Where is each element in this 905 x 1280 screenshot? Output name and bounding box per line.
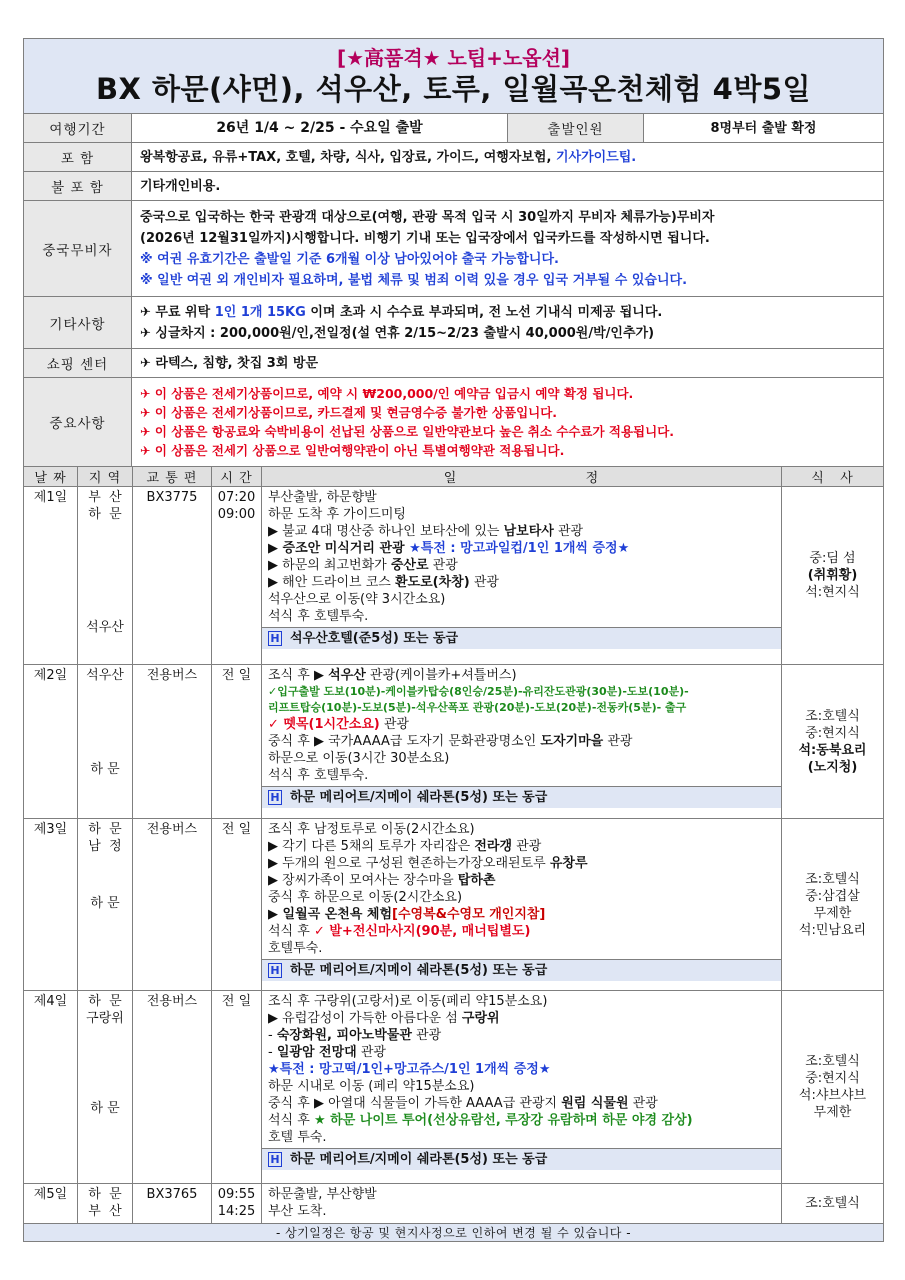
include-tip: 기사가이드팁.: [555, 149, 637, 165]
day-meals: 중:딤 섬 (취휘황) 석:현지식: [782, 487, 884, 665]
day-schedule: 하문출발, 부산향발 부산 도착.: [262, 1184, 782, 1224]
pax-label: 출발인원: [508, 114, 644, 143]
day-region: 부 산 하 문 석우산: [78, 487, 133, 665]
transport-mode: 전용버스: [133, 991, 212, 1184]
day-region: 석우산 하 문: [78, 665, 133, 819]
special-offer: ★특전 : 망고떡/1인+망고쥬스/1인 1개씩 증정★: [268, 1062, 551, 1077]
special-offer: ★특전 : 망고과일컵/1인 1개씩 증정★: [409, 541, 630, 556]
notice-item: ✈ 이 상품은 전세기상품이므로, 카드결제 및 현금영수증 불가한 상품입니다.: [140, 405, 558, 420]
hotel-icon: H: [268, 963, 282, 978]
day-schedule: 조식 후 ▶ 석우산 관광(케이블카+셔틀버스) ✓입구출발 도보(10분)-케이블카탑승(8인승/25분)-유리잔도관광(30분)-도보(10분)- 리프트탑승(10분)-도보(5분)-석우산폭포 관광(20분)-도보(20분)-전동카(5분)- 출구 ✓ 뗏목(1시간소요) 관광 중식 후 ▶ 국가AAAA급 도자기 문화관광명소인 도자기마을 관광 하문으로 이동(3시간 30분소요) 석식 후 호텔투숙. H 하문 메리어트/지메이 쉐라톤(5성) 또는 동급: [262, 665, 782, 819]
day-schedule: 부산출발, 하문향발 하문 도착 후 가이드미팅 ▶ 불교 4대 명산중 하나인 보타산에 있는 남보타사 관광 ▶ 증조안 미식거리 관광 ★특전 : 망고과일컵/1인 1개씩 증정★ ▶ 하문의 최고번화가 중산로 관광 ▶ 해안 드라이브 코스 환도로(차창) 관광 석우산으로 이동(약 3시간소요) 석식 후 호텔투숙. H 석우산호텔(준5성) 또는 동급: [262, 487, 782, 665]
notice-item: ✈ 이 상품은 항공료와 숙박비용이 선납된 상품으로 일반약관보다 높은 취소 수수료가 적용됩니다.: [140, 424, 675, 439]
hotel-line: H 하문 메리어트/지메이 쉐라톤(5성) 또는 동급: [262, 959, 781, 981]
transport-mode: 전용버스: [133, 819, 212, 991]
hotel-icon: H: [268, 1152, 282, 1167]
etc-value: [132, 297, 884, 349]
include-label: 포 함: [24, 143, 132, 172]
notice-item: ✈ 이 상품은 전세기 상품으로 일반여행약관이 아닌 특별여행약관 적용됩니다.: [140, 443, 565, 458]
flight-number: BX3775: [133, 487, 212, 665]
day-schedule: 조식 후 남정토루로 이동(2시간소요) ▶ 각기 다른 5채의 토루가 자리잡은 전라갱 관광 ▶ 두개의 원으로 구성된 현존하는가장오래된토루 유창루 ▶ 장씨가족이 모여사는 장수마을 탑하촌 중식 후 하문으로 이동(2시간소요) ▶ 일월곡 온천욕 체험[수영복&수영모 개인지참] 석식 후 ✓ 발+전신마사지(90분, 매너팁별도) 호텔투숙. H 하문 메리어트/지메이 쉐라톤(5성) 또는 동급: [262, 819, 782, 991]
hotel-line: H 석우산호텔(준5성) 또는 동급: [262, 627, 781, 649]
itinerary-header-row: [24, 467, 884, 487]
col-meals: 식 사: [782, 467, 884, 487]
col-time: 시 간: [212, 467, 262, 487]
include-value: [132, 143, 884, 172]
period-value: 26년 1/4 ~ 2/25 - 수요일 출발: [132, 114, 508, 143]
visa-value: [132, 201, 884, 297]
footer-note: - 상기일정은 항공 및 현지사정으로 인하여 변경 될 수 있습니다 -: [24, 1224, 884, 1242]
day-row: [24, 819, 884, 991]
hotel-icon: H: [268, 790, 282, 805]
itinerary-document: [23, 38, 883, 1242]
col-transport: 교 통 편: [133, 467, 212, 487]
day-region: 하 문 남 정 하 문: [78, 819, 133, 991]
day-row: [24, 487, 884, 665]
shop-label: 쇼핑 센터: [24, 349, 132, 378]
include-text: 왕복항공료, 유류+TAX, 호텔, 차량, 식사, 입장료, 가이드, 여행자보험,: [140, 149, 552, 165]
notice-item: ✈ 이 상품은 전세기상품이므로, 예약 시 ₩200,000/인 예약금 입금시 예약 확정 됩니다.: [140, 386, 634, 401]
day-time: 전 일: [212, 665, 262, 819]
visa-label: 중국무비자: [24, 201, 132, 297]
day-row: [24, 665, 884, 819]
day-label: 제1일: [24, 487, 78, 665]
col-schedule: 일 정: [262, 467, 782, 487]
visa-warning: ※ 여권 유효기간은 출발일 기준 6개월 이상 남아있어야 출국 가능합니다.: [140, 251, 559, 267]
itinerary-table: [23, 466, 884, 1242]
visa-line: 중국으로 입국하는 한국 관광객 대상으로(여행, 관광 목적 입국 시 30일까지 무비자 체류가능)무비자: [140, 209, 715, 225]
day-label: 제3일: [24, 819, 78, 991]
flight-time: 09:55 14:25: [212, 1184, 262, 1224]
day-schedule: 조식 후 구랑위(고랑서)로 이동(페리 약15분소요) ▶ 유럽감성이 가득한 아름다운 섬 구랑위 - 숙장화원, 피아노박물관 관광 - 일광암 전망대 관광 ★특전 : 망고떡/1인+망고쥬스/1인 1개씩 증정★ 하문 시내로 이동 (페리 약15분소요) 중식 후 ▶ 아열대 식물들이 가득한 AAAA급 관광지 원림 식물원 관광 석식 후 ★ 하문 나이트 투어(선상유람선, 루장강 유람하며 하문 야경 감상) 호텔 투숙. H 하문 메리어트/지메이 쉐라톤(5성) 또는 동급: [262, 991, 782, 1184]
day-time: 전 일: [212, 991, 262, 1184]
day-region: 하 문 부 산: [78, 1184, 133, 1224]
exclude-label: 불 포 함: [24, 172, 132, 201]
day-meals: 조:호텔식 중:삼겹살 무제한 석:민남요리: [782, 819, 884, 991]
exclude-value: 기타개인비용.: [132, 172, 884, 201]
hotel-line: H 하문 메리어트/지메이 쉐라톤(5성) 또는 동급: [262, 1148, 781, 1170]
baggage-note: ✈ 무료 위탁 1인 1개 15KG 이며 초과 시 수수료 부과되며, 전 노선 기내식 미제공 됩니다.: [140, 304, 663, 320]
day-meals: 조:호텔식: [782, 1184, 884, 1224]
title-tagline: [★高품격★ 노팁+노옵션]: [336, 46, 571, 70]
shop-value: ✈ 라텍스, 침향, 찻집 3회 방문: [132, 349, 884, 378]
col-date: 날 짜: [24, 467, 78, 487]
period-label: 여행기간: [24, 114, 132, 143]
day-label: 제2일: [24, 665, 78, 819]
day-time: 전 일: [212, 819, 262, 991]
transport-mode: 전용버스: [133, 665, 212, 819]
visa-line: (2026년 12월31일까지)시행합니다. 비행기 기내 또는 입국장에서 입국카드를 작성하시면 됩니다.: [140, 230, 710, 246]
pax-value: 8명부터 출발 확정: [644, 114, 884, 143]
col-region: 지 역: [78, 467, 133, 487]
flight-time: 07:20 09:00: [212, 487, 262, 665]
notice-list: [132, 378, 884, 467]
info-table: [23, 38, 884, 467]
hotel-icon: H: [268, 631, 282, 646]
day-label: 제4일: [24, 991, 78, 1184]
day-row: [24, 991, 884, 1184]
visa-warning: ※ 일반 여권 외 개인비자 필요하며, 불법 체류 및 범죄 이력 있을 경우 입국 거부될 수 있습니다.: [140, 272, 688, 288]
single-charge-note: ✈ 싱글차지 : 200,000원/인,전일정(설 연휴 2/15~2/23 출발시 40,000원/박/인추가): [140, 325, 655, 341]
flight-number: BX3765: [133, 1184, 212, 1224]
day-region: 하 문 구랑위 하 문: [78, 991, 133, 1184]
hotel-line: H 하문 메리어트/지메이 쉐라톤(5성) 또는 동급: [262, 786, 781, 808]
day-label: 제5일: [24, 1184, 78, 1224]
baggage-allowance: 1인 1개 15KG: [214, 304, 306, 320]
title-block: [24, 39, 884, 114]
day-meals: 조:호텔식 중:현지식 석:샤브샤브 무제한: [782, 991, 884, 1184]
page-title: BX 하문(샤먼), 석우산, 토루, 일월곡온천체험 4박5일: [95, 72, 812, 106]
day-meals: 조:호텔식 중:현지식 석:동북요리 (노지청): [782, 665, 884, 819]
notice-label: 중요사항: [24, 378, 132, 467]
etc-label: 기타사항: [24, 297, 132, 349]
day-row: [24, 1184, 884, 1224]
